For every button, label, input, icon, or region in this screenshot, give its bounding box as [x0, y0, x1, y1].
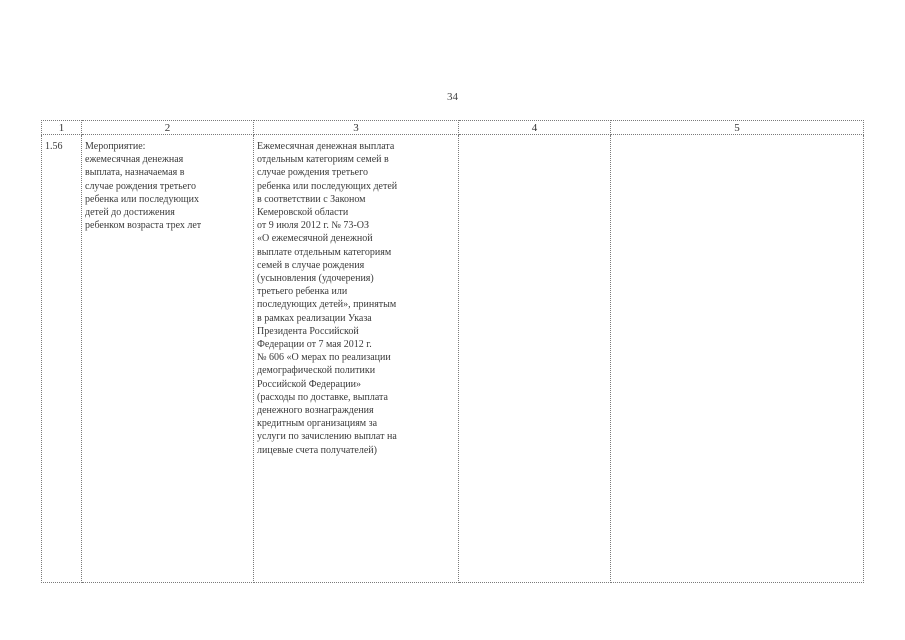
column-5-cell — [611, 135, 864, 583]
column-header-2: 2 — [82, 121, 254, 135]
event-line: выплата, назначаемая в — [85, 167, 185, 179]
payment-line: Ежемесячная денежная выплата — [257, 141, 395, 152]
payment-line: лицевые счета получателей) — [257, 444, 377, 456]
column-4-cell — [459, 135, 611, 583]
payment-line: (расходы по доставке, выплата — [257, 391, 388, 403]
payment-line: услуги по зачислению выплат на — [257, 431, 397, 443]
payment-line: (усыновления (удочерения) — [257, 273, 374, 285]
payment-description-cell — [254, 135, 459, 583]
payment-line: денежного вознаграждения — [257, 405, 374, 417]
column-header-5: 5 — [611, 121, 864, 135]
table-row — [42, 135, 864, 583]
payment-line: в соответствии с Законом — [257, 193, 366, 205]
event-line: случае рождения третьего — [85, 180, 196, 192]
payment-line: отдельным категориям семей в — [257, 154, 389, 166]
row-number-cell — [42, 135, 82, 583]
event-description-cell — [82, 135, 254, 583]
event-line: ребенка или последующих — [85, 193, 199, 205]
payment-line: случае рождения третьего — [257, 167, 368, 179]
table-header-row — [42, 121, 864, 135]
payment-line: Российской Федерации» — [257, 378, 362, 390]
payment-line: кредитным организациям за — [257, 418, 378, 430]
column-header-1: 1 — [42, 121, 82, 135]
page-number: 34 — [447, 91, 458, 103]
payment-line: Президента Российской — [257, 325, 359, 337]
event-line: ребенком возраста трех лет — [85, 220, 202, 232]
event-line: детей до достижения — [85, 207, 175, 219]
payment-line: последующих детей», принятым — [257, 299, 397, 311]
payment-line: «О ежемесячной денежной — [257, 233, 373, 245]
payment-line: семей в случае рождения — [257, 259, 365, 271]
event-line: ежемесячная денежная — [85, 154, 184, 166]
event-line: Мероприятие: — [85, 141, 146, 152]
column-header-3: 3 — [254, 121, 459, 135]
payment-line: выплате отдельным категориям — [257, 246, 392, 258]
column-header-4: 4 — [459, 121, 611, 135]
payment-line: № 606 «О мерах по реализации — [257, 352, 391, 364]
payment-line: третьего ребенка или — [257, 286, 348, 298]
row-number: 1.56 — [45, 141, 63, 152]
payment-line: от 9 июля 2012 г. № 73-ОЗ — [257, 220, 369, 232]
payment-line: Кемеровской области — [257, 207, 349, 219]
payment-line: ребенка или последующих детей — [257, 180, 398, 192]
payment-line: в рамках реализации Указа — [257, 312, 372, 324]
document-table — [41, 120, 864, 583]
payment-line: Федерации от 7 мая 2012 г. — [257, 339, 372, 351]
payment-line: демографической политики — [257, 365, 376, 377]
